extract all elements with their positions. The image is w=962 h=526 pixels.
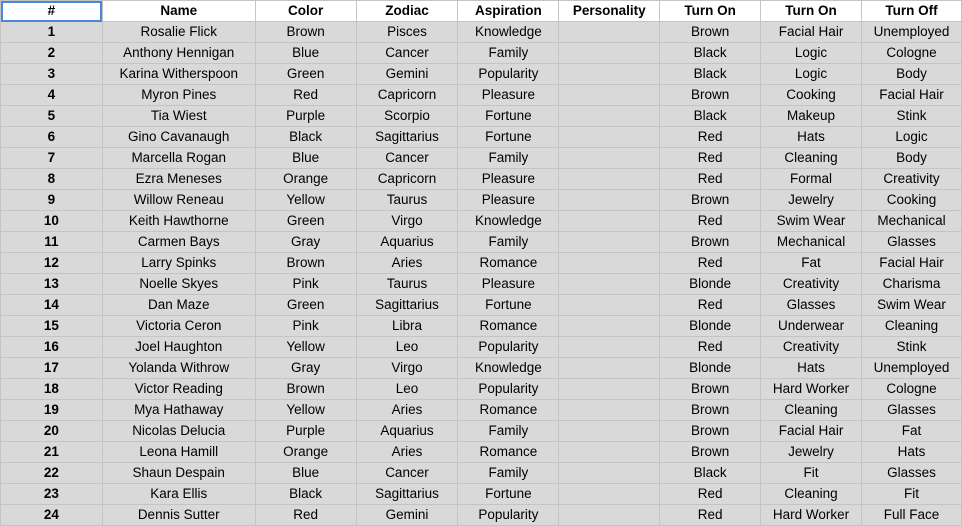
turn-off-cell[interactable]: Facial Hair xyxy=(862,253,962,274)
personality-cell[interactable] xyxy=(559,169,660,190)
turn-off-cell[interactable]: Body xyxy=(862,64,962,85)
zodiac-cell[interactable]: Pisces xyxy=(356,22,458,43)
zodiac-cell[interactable]: Cancer xyxy=(356,43,458,64)
turn-on-1-cell[interactable]: Red xyxy=(660,148,761,169)
personality-cell[interactable] xyxy=(559,148,660,169)
table-row xyxy=(1,106,962,127)
aspiration-cell[interactable]: Knowledge xyxy=(458,22,559,43)
name-cell[interactable]: Tia Wiest xyxy=(102,106,255,127)
color-cell[interactable]: Orange xyxy=(255,442,356,463)
name-cell[interactable]: Ezra Meneses xyxy=(102,169,255,190)
personality-cell[interactable] xyxy=(559,295,660,316)
turn-on-2-cell[interactable]: Hats xyxy=(761,127,862,148)
table-row xyxy=(1,211,962,232)
table-row xyxy=(1,316,962,337)
aspiration-cell[interactable]: Fortune xyxy=(458,106,559,127)
color-cell[interactable]: Orange xyxy=(255,169,356,190)
turn-on-2-cell[interactable]: Hard Worker xyxy=(761,505,862,526)
turn-off-cell[interactable]: Glasses xyxy=(862,232,962,253)
aspiration-cell[interactable]: Family xyxy=(458,148,559,169)
aspiration-cell[interactable]: Pleasure xyxy=(458,169,559,190)
turn-on-1-cell[interactable]: Blonde xyxy=(660,274,761,295)
row-index[interactable]: 11 xyxy=(1,232,103,253)
row-index[interactable]: 17 xyxy=(1,358,103,379)
name-cell[interactable]: Willow Reneau xyxy=(102,190,255,211)
turn-off-cell[interactable]: Fat xyxy=(862,421,962,442)
aspiration-cell[interactable]: Pleasure xyxy=(458,274,559,295)
turn-on-1-cell[interactable]: Red xyxy=(660,253,761,274)
zodiac-cell[interactable]: Virgo xyxy=(356,211,458,232)
aspiration-cell[interactable]: Romance xyxy=(458,253,559,274)
row-index[interactable]: 19 xyxy=(1,400,103,421)
row-index[interactable]: 5 xyxy=(1,106,103,127)
personality-cell[interactable] xyxy=(559,484,660,505)
aspiration-cell[interactable]: Popularity xyxy=(458,337,559,358)
turn-on-1-cell[interactable]: Blonde xyxy=(660,358,761,379)
personality-cell[interactable] xyxy=(559,400,660,421)
name-cell[interactable]: Nicolas Delucia xyxy=(102,421,255,442)
aspiration-cell[interactable]: Knowledge xyxy=(458,358,559,379)
zodiac-cell[interactable]: Cancer xyxy=(356,148,458,169)
turn-on-1-header[interactable]: Turn On xyxy=(660,1,761,22)
turn-on-1-cell[interactable]: Red xyxy=(660,295,761,316)
turn-off-cell[interactable]: Cleaning xyxy=(862,316,962,337)
row-index[interactable]: 8 xyxy=(1,169,103,190)
color-cell[interactable]: Gray xyxy=(255,358,356,379)
turn-off-cell[interactable]: Stink xyxy=(862,337,962,358)
zodiac-cell[interactable]: Taurus xyxy=(356,274,458,295)
personality-cell[interactable] xyxy=(559,43,660,64)
turn-off-cell[interactable]: Cooking xyxy=(862,190,962,211)
color-cell[interactable]: Purple xyxy=(255,421,356,442)
zodiac-cell[interactable]: Aries xyxy=(356,400,458,421)
color-cell[interactable]: Purple xyxy=(255,106,356,127)
turn-on-1-cell[interactable]: Red xyxy=(660,169,761,190)
turn-on-1-cell[interactable]: Black xyxy=(660,64,761,85)
row-index[interactable]: 10 xyxy=(1,211,103,232)
turn-on-1-cell[interactable]: Brown xyxy=(660,190,761,211)
turn-on-2-cell[interactable]: Facial Hair xyxy=(761,22,862,43)
turn-on-2-cell[interactable]: Fit xyxy=(761,463,862,484)
table-row xyxy=(1,232,962,253)
aspiration-cell[interactable]: Popularity xyxy=(458,505,559,526)
row-index[interactable]: 9 xyxy=(1,190,103,211)
aspiration-cell[interactable]: Family xyxy=(458,421,559,442)
aspiration-cell[interactable]: Family xyxy=(458,463,559,484)
zodiac-cell[interactable]: Taurus xyxy=(356,190,458,211)
turn-off-cell[interactable]: Charisma xyxy=(862,274,962,295)
aspiration-cell[interactable]: Romance xyxy=(458,316,559,337)
zodiac-cell[interactable]: Leo xyxy=(356,337,458,358)
turn-off-cell[interactable]: Body xyxy=(862,148,962,169)
zodiac-cell[interactable]: Sagittarius xyxy=(356,484,458,505)
turn-on-2-cell[interactable]: Logic xyxy=(761,64,862,85)
table-row xyxy=(1,85,962,106)
aspiration-cell[interactable]: Family xyxy=(458,43,559,64)
zodiac-cell[interactable]: Gemini xyxy=(356,64,458,85)
personality-cell[interactable] xyxy=(559,127,660,148)
row-index[interactable]: 22 xyxy=(1,463,103,484)
turn-off-cell[interactable]: Full Face xyxy=(862,505,962,526)
table-row xyxy=(1,400,962,421)
name-cell[interactable]: Dennis Sutter xyxy=(102,505,255,526)
personality-cell[interactable] xyxy=(559,274,660,295)
table-row xyxy=(1,442,962,463)
turn-on-1-cell[interactable]: Red xyxy=(660,484,761,505)
turn-on-2-cell[interactable]: Creativity xyxy=(761,274,862,295)
name-cell[interactable]: Myron Pines xyxy=(102,85,255,106)
turn-on-1-cell[interactable]: Brown xyxy=(660,85,761,106)
table-row xyxy=(1,379,962,400)
turn-on-2-cell[interactable]: Underwear xyxy=(761,316,862,337)
turn-on-2-cell[interactable]: Jewelry xyxy=(761,442,862,463)
color-cell[interactable]: Yellow xyxy=(255,190,356,211)
turn-on-2-cell[interactable]: Swim Wear xyxy=(761,211,862,232)
row-index[interactable]: 12 xyxy=(1,253,103,274)
turn-off-cell[interactable]: Fit xyxy=(862,484,962,505)
table-row xyxy=(1,64,962,85)
color-cell[interactable]: Green xyxy=(255,64,356,85)
aspiration-cell[interactable]: Fortune xyxy=(458,484,559,505)
turn-on-2-cell[interactable]: Formal xyxy=(761,169,862,190)
turn-on-2-cell[interactable]: Makeup xyxy=(761,106,862,127)
color-header[interactable]: Color xyxy=(255,1,356,22)
table-row xyxy=(1,358,962,379)
table-row xyxy=(1,127,962,148)
name-cell[interactable]: Carmen Bays xyxy=(102,232,255,253)
turn-on-1-cell[interactable]: Brown xyxy=(660,421,761,442)
row-index[interactable]: 13 xyxy=(1,274,103,295)
turn-on-2-cell[interactable]: Cleaning xyxy=(761,484,862,505)
turn-off-cell[interactable]: Cologne xyxy=(862,43,962,64)
personality-cell[interactable] xyxy=(559,442,660,463)
zodiac-cell[interactable]: Cancer xyxy=(356,463,458,484)
table-row xyxy=(1,190,962,211)
turn-on-1-cell[interactable]: Red xyxy=(660,505,761,526)
color-cell[interactable]: Green xyxy=(255,211,356,232)
color-cell[interactable]: Black xyxy=(255,484,356,505)
turn-on-2-cell[interactable]: Glasses xyxy=(761,295,862,316)
personality-cell[interactable] xyxy=(559,190,660,211)
personality-cell[interactable] xyxy=(559,463,660,484)
aspiration-cell[interactable]: Popularity xyxy=(458,379,559,400)
row-index[interactable]: 2 xyxy=(1,43,103,64)
turn-on-2-header[interactable]: Turn On xyxy=(761,1,862,22)
personality-cell[interactable] xyxy=(559,358,660,379)
row-index[interactable]: 7 xyxy=(1,148,103,169)
table-row xyxy=(1,421,962,442)
turn-off-cell[interactable]: Unemployed xyxy=(862,358,962,379)
name-cell[interactable]: Dan Maze xyxy=(102,295,255,316)
name-cell[interactable]: Victor Reading xyxy=(102,379,255,400)
color-cell[interactable]: Red xyxy=(255,85,356,106)
row-index[interactable]: 20 xyxy=(1,421,103,442)
turn-on-1-cell[interactable]: Red xyxy=(660,211,761,232)
aspiration-cell[interactable]: Family xyxy=(458,232,559,253)
zodiac-cell[interactable]: Aries xyxy=(356,253,458,274)
name-cell[interactable]: Mya Hathaway xyxy=(102,400,255,421)
turn-on-1-cell[interactable]: Brown xyxy=(660,400,761,421)
turn-on-2-cell[interactable]: Cooking xyxy=(761,85,862,106)
turn-on-2-cell[interactable]: Logic xyxy=(761,43,862,64)
row-index[interactable]: 24 xyxy=(1,505,103,526)
zodiac-cell[interactable]: Scorpio xyxy=(356,106,458,127)
row-index[interactable]: 15 xyxy=(1,316,103,337)
turn-on-2-cell[interactable]: Creativity xyxy=(761,337,862,358)
row-index[interactable]: 1 xyxy=(1,22,103,43)
turn-on-2-cell[interactable]: Cleaning xyxy=(761,400,862,421)
color-cell[interactable]: Pink xyxy=(255,316,356,337)
zodiac-cell[interactable]: Sagittarius xyxy=(356,295,458,316)
turn-off-cell[interactable]: Logic xyxy=(862,127,962,148)
aspiration-cell[interactable]: Romance xyxy=(458,400,559,421)
row-index[interactable]: 21 xyxy=(1,442,103,463)
index-header[interactable]: # xyxy=(1,1,103,22)
name-cell[interactable]: Marcella Rogan xyxy=(102,148,255,169)
name-cell[interactable]: Shaun Despain xyxy=(102,463,255,484)
row-index[interactable]: 3 xyxy=(1,64,103,85)
color-cell[interactable]: Yellow xyxy=(255,337,356,358)
row-index[interactable]: 14 xyxy=(1,295,103,316)
aspiration-cell[interactable]: Pleasure xyxy=(458,85,559,106)
row-index[interactable]: 4 xyxy=(1,85,103,106)
turn-on-1-cell[interactable]: Brown xyxy=(660,232,761,253)
zodiac-cell[interactable]: Capricorn xyxy=(356,169,458,190)
row-index[interactable]: 23 xyxy=(1,484,103,505)
zodiac-cell[interactable]: Libra xyxy=(356,316,458,337)
row-index[interactable]: 16 xyxy=(1,337,103,358)
aspiration-cell[interactable]: Popularity xyxy=(458,64,559,85)
aspiration-header[interactable]: Aspiration xyxy=(458,1,559,22)
personality-cell[interactable] xyxy=(559,421,660,442)
name-cell[interactable]: Gino Cavanaugh xyxy=(102,127,255,148)
table-row xyxy=(1,43,962,64)
name-cell[interactable]: Joel Haughton xyxy=(102,337,255,358)
zodiac-cell[interactable]: Capricorn xyxy=(356,85,458,106)
color-cell[interactable]: Brown xyxy=(255,22,356,43)
turn-on-1-cell[interactable]: Blonde xyxy=(660,316,761,337)
zodiac-cell[interactable]: Virgo xyxy=(356,358,458,379)
row-index[interactable]: 6 xyxy=(1,127,103,148)
personality-cell[interactable] xyxy=(559,64,660,85)
personality-cell[interactable] xyxy=(559,232,660,253)
turn-on-1-cell[interactable]: Brown xyxy=(660,22,761,43)
turn-off-header[interactable]: Turn Off xyxy=(862,1,962,22)
aspiration-cell[interactable]: Fortune xyxy=(458,127,559,148)
table-row xyxy=(1,253,962,274)
table-row xyxy=(1,484,962,505)
table-row xyxy=(1,505,962,526)
name-cell[interactable]: Noelle Skyes xyxy=(102,274,255,295)
color-cell[interactable]: Green xyxy=(255,295,356,316)
table-row xyxy=(1,169,962,190)
row-index[interactable]: 18 xyxy=(1,379,103,400)
color-cell[interactable]: Gray xyxy=(255,232,356,253)
table-row xyxy=(1,463,962,484)
turn-on-1-cell[interactable]: Red xyxy=(660,127,761,148)
zodiac-cell[interactable]: Sagittarius xyxy=(356,127,458,148)
personality-cell[interactable] xyxy=(559,505,660,526)
turn-on-2-cell[interactable]: Fat xyxy=(761,253,862,274)
name-cell[interactable]: Anthony Hennigan xyxy=(102,43,255,64)
turn-on-2-cell[interactable]: Cleaning xyxy=(761,148,862,169)
aspiration-cell[interactable]: Knowledge xyxy=(458,211,559,232)
zodiac-cell[interactable]: Aries xyxy=(356,442,458,463)
turn-off-cell[interactable]: Swim Wear xyxy=(862,295,962,316)
personality-cell[interactable] xyxy=(559,211,660,232)
personality-cell[interactable] xyxy=(559,106,660,127)
zodiac-cell[interactable]: Aquarius xyxy=(356,421,458,442)
name-cell[interactable]: Yolanda Withrow xyxy=(102,358,255,379)
turn-on-1-cell[interactable]: Red xyxy=(660,337,761,358)
table-row xyxy=(1,295,962,316)
color-cell[interactable]: Brown xyxy=(255,253,356,274)
name-header[interactable]: Name xyxy=(102,1,255,22)
turn-on-2-cell[interactable]: Hats xyxy=(761,358,862,379)
name-cell[interactable]: Larry Spinks xyxy=(102,253,255,274)
personality-cell[interactable] xyxy=(559,85,660,106)
turn-off-cell[interactable]: Unemployed xyxy=(862,22,962,43)
turn-on-1-cell[interactable]: Black xyxy=(660,106,761,127)
color-cell[interactable]: Blue xyxy=(255,43,356,64)
name-cell[interactable]: Rosalie Flick xyxy=(102,22,255,43)
table-body xyxy=(1,22,962,526)
color-cell[interactable]: Black xyxy=(255,127,356,148)
turn-off-cell[interactable]: Mechanical xyxy=(862,211,962,232)
turn-off-cell[interactable]: Facial Hair xyxy=(862,85,962,106)
personality-header[interactable]: Personality xyxy=(559,1,660,22)
aspiration-cell[interactable]: Fortune xyxy=(458,295,559,316)
turn-on-1-cell[interactable]: Brown xyxy=(660,442,761,463)
personality-cell[interactable] xyxy=(559,253,660,274)
color-cell[interactable]: Brown xyxy=(255,379,356,400)
personality-cell[interactable] xyxy=(559,22,660,43)
turn-on-2-cell[interactable]: Mechanical xyxy=(761,232,862,253)
zodiac-cell[interactable]: Leo xyxy=(356,379,458,400)
turn-off-cell[interactable]: Creativity xyxy=(862,169,962,190)
name-cell[interactable]: Keith Hawthorne xyxy=(102,211,255,232)
color-cell[interactable]: Yellow xyxy=(255,400,356,421)
name-cell[interactable]: Kara Ellis xyxy=(102,484,255,505)
zodiac-header[interactable]: Zodiac xyxy=(356,1,458,22)
turn-off-cell[interactable]: Glasses xyxy=(862,400,962,421)
aspiration-cell[interactable]: Romance xyxy=(458,442,559,463)
turn-off-cell[interactable]: Cologne xyxy=(862,379,962,400)
name-cell[interactable]: Victoria Ceron xyxy=(102,316,255,337)
zodiac-cell[interactable]: Gemini xyxy=(356,505,458,526)
turn-on-1-cell[interactable]: Black xyxy=(660,43,761,64)
turn-on-2-cell[interactable]: Hard Worker xyxy=(761,379,862,400)
table-row xyxy=(1,337,962,358)
table-row xyxy=(1,22,962,43)
personality-cell[interactable] xyxy=(559,379,660,400)
zodiac-cell[interactable]: Aquarius xyxy=(356,232,458,253)
turn-on-2-cell[interactable]: Facial Hair xyxy=(761,421,862,442)
color-cell[interactable]: Red xyxy=(255,505,356,526)
name-cell[interactable]: Karina Witherspoon xyxy=(102,64,255,85)
turn-on-2-cell[interactable]: Jewelry xyxy=(761,190,862,211)
personality-cell[interactable] xyxy=(559,337,660,358)
color-cell[interactable]: Blue xyxy=(255,463,356,484)
table-row xyxy=(1,274,962,295)
turn-on-1-cell[interactable]: Brown xyxy=(660,379,761,400)
color-cell[interactable]: Blue xyxy=(255,148,356,169)
header-row xyxy=(1,1,962,22)
name-cell[interactable]: Leona Hamill xyxy=(102,442,255,463)
turn-on-1-cell[interactable]: Black xyxy=(660,463,761,484)
color-cell[interactable]: Pink xyxy=(255,274,356,295)
table-row xyxy=(1,148,962,169)
aspiration-cell[interactable]: Pleasure xyxy=(458,190,559,211)
turn-off-cell[interactable]: Hats xyxy=(862,442,962,463)
turn-off-cell[interactable]: Glasses xyxy=(862,463,962,484)
turn-off-cell[interactable]: Stink xyxy=(862,106,962,127)
personality-cell[interactable] xyxy=(559,316,660,337)
